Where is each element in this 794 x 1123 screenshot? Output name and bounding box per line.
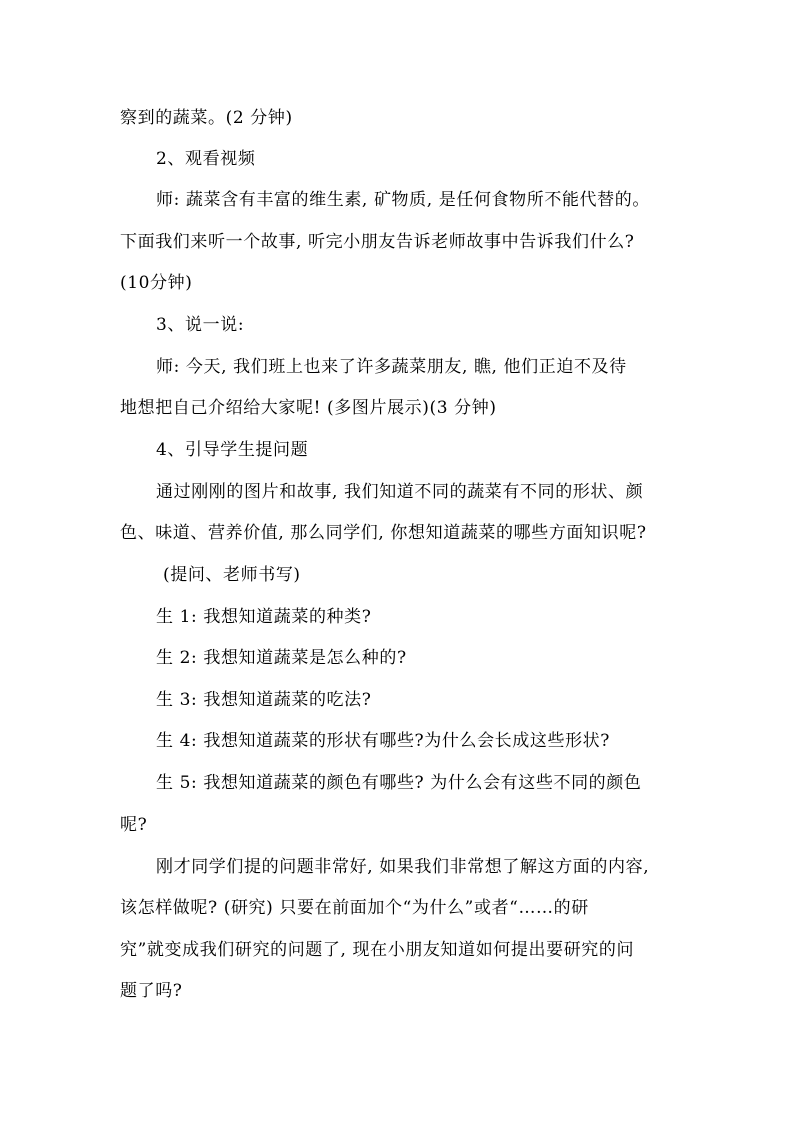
student-question: 生 2: 我想知道蔬菜是怎么种的? <box>156 648 407 668</box>
text-line: 呢? <box>120 815 148 835</box>
student-question: 生 3: 我想知道蔬菜的吃法? <box>156 690 372 710</box>
section-heading: 3、说一说: <box>156 315 245 335</box>
text-line: 察到的蔬菜。(2 分钟) <box>120 108 293 128</box>
text-line: 下面我们来听一个故事, 听完小朋友告诉老师故事中告诉我们什么? <box>120 232 635 252</box>
text-line: 究”就变成我们研究的问题了, 现在小朋友知道如何提出要研究的问 <box>120 940 635 960</box>
student-question: 生 4: 我想知道蔬菜的形状有哪些?为什么会长成这些形状? <box>156 731 610 751</box>
text-line: 刚才同学们提的问题非常好, 如果我们非常想了解这方面的内容, <box>156 857 650 877</box>
student-question: 生 1: 我想知道蔬菜的种类? <box>156 607 372 627</box>
text-line: 地想把自己介绍给大家呢! (多图片展示)(3 分钟) <box>120 398 497 418</box>
text-line: 通过刚刚的图片和故事, 我们知道不同的蔬菜有不同的形状、颜 <box>156 482 644 502</box>
text-line: 该怎样做呢? (研究) 只要在前面加个“为什么”或者“……的研 <box>120 898 589 918</box>
section-heading: 4、引导学生提问题 <box>156 440 309 460</box>
text-line: 师: 蔬菜含有丰富的维生素, 矿物质, 是任何食物所不能代替的。 <box>156 190 650 210</box>
text-line: (提问、老师书写) <box>163 565 301 585</box>
student-question: 生 5: 我想知道蔬菜的颜色有哪些? 为什么会有这些不同的颜色 <box>156 773 642 793</box>
section-heading: 2、观看视频 <box>156 149 256 169</box>
text-line: 色、味道、营养价值, 那么同学们, 你想知道蔬菜的哪些方面知识呢? <box>120 523 647 543</box>
text-line: 师: 今天, 我们班上也来了许多蔬菜朋友, 瞧, 他们正迫不及待 <box>156 357 627 377</box>
text-line: (10分钟) <box>120 273 193 293</box>
text-line: 题了吗? <box>120 981 183 1001</box>
